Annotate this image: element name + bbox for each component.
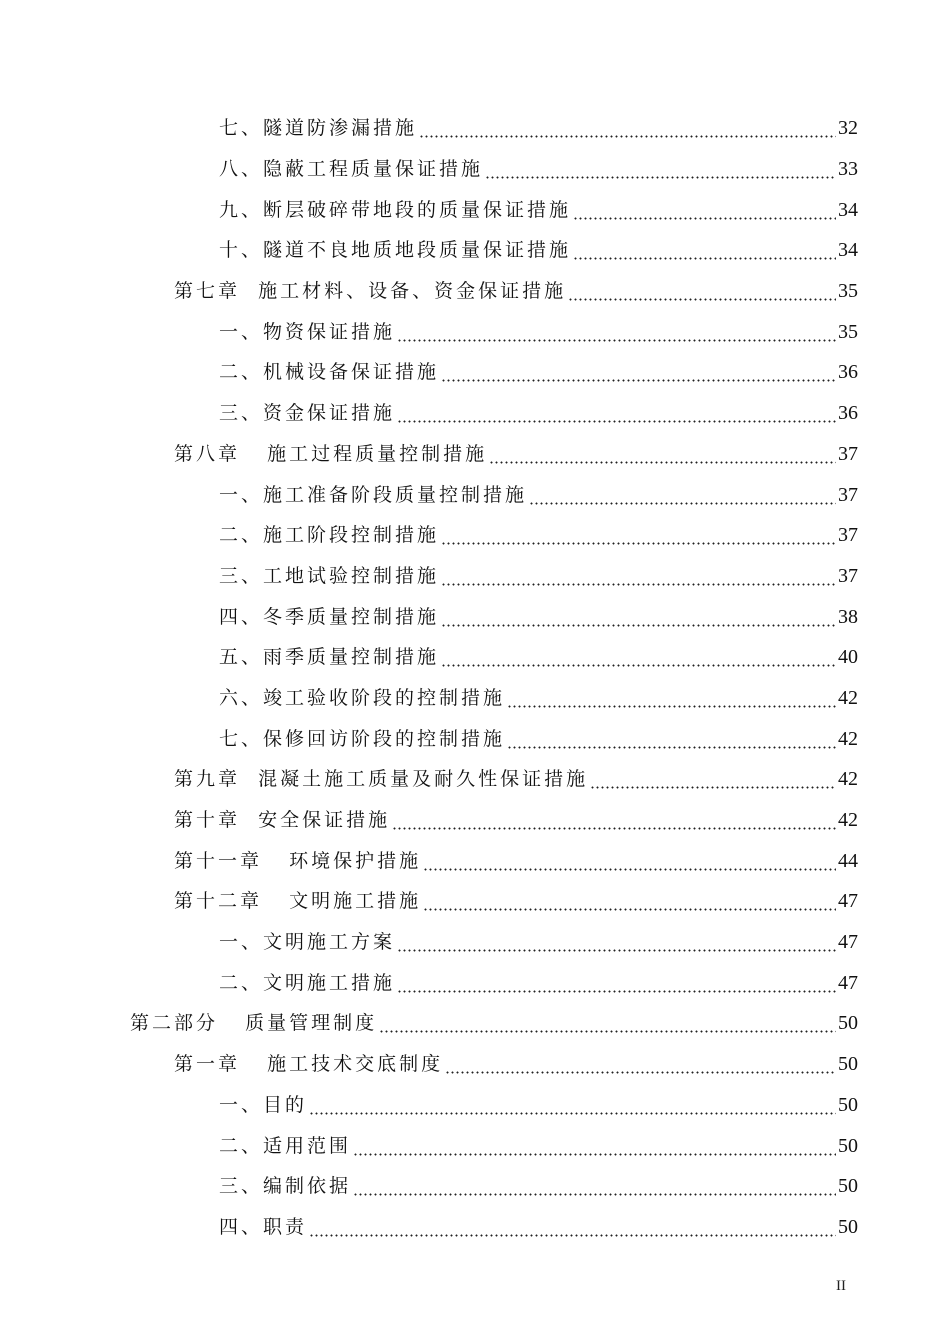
toc-entry-page: 34 [838, 239, 858, 262]
toc-entry[interactable] [0, 434, 950, 475]
toc-dot-leader [423, 890, 836, 912]
toc-dot-leader [397, 931, 836, 953]
toc-entry-title: 一、文明施工方案 [219, 931, 396, 954]
toc-entry[interactable] [0, 311, 950, 352]
toc-dot-leader [419, 117, 836, 139]
toc-entry[interactable] [0, 962, 950, 1003]
toc-dot-leader [485, 158, 836, 180]
toc-entry[interactable] [0, 1044, 950, 1085]
toc-dot-leader [397, 321, 836, 343]
toc-entry-title: 七、保修回访阶段的控制措施 [219, 727, 506, 750]
toc-entry-title: 二、机械设备保证措施 [219, 361, 440, 384]
toc-entry-title: 第七章 施工材料、设备、资金保证措施 [174, 280, 567, 303]
toc-dot-leader [423, 850, 836, 872]
toc-entry-title: 第十一章 环境保护措施 [174, 849, 422, 872]
toc-entry-title: 一、目的 [219, 1093, 308, 1116]
toc-entry[interactable] [0, 1125, 950, 1166]
toc-dot-leader [489, 443, 836, 465]
toc-entry-page: 32 [838, 117, 858, 140]
toc-entry[interactable] [0, 759, 950, 800]
toc-entry[interactable] [0, 515, 950, 556]
toc-entry-page: 42 [838, 686, 858, 709]
toc-dot-leader [441, 361, 836, 383]
toc-entry-page: 50 [838, 1175, 858, 1198]
toc-entry-title: 七、隧道防渗漏措施 [219, 117, 418, 140]
toc-dot-leader [397, 402, 836, 424]
toc-entry[interactable] [0, 1085, 950, 1126]
toc-dot-leader [392, 809, 836, 831]
toc-dot-leader [309, 1216, 836, 1238]
toc-entry-title: 第九章 混凝土施工质量及耐久性保证措施 [174, 768, 589, 791]
toc-entry[interactable] [0, 840, 950, 881]
toc-entry-title: 二、文明施工措施 [219, 971, 396, 994]
toc-entry[interactable] [0, 1207, 950, 1248]
toc-entry[interactable] [0, 352, 950, 393]
toc-entry-title: 四、冬季质量控制措施 [219, 605, 440, 628]
toc-entry-page: 47 [838, 931, 858, 954]
toc-dot-leader [353, 1135, 836, 1157]
toc-entry[interactable] [0, 678, 950, 719]
toc-entry-title: 第二部分 质量管理制度 [130, 1012, 378, 1035]
toc-entry-page: 42 [838, 768, 858, 791]
toc-entry[interactable] [0, 1003, 950, 1044]
toc-entry-page: 50 [838, 1215, 858, 1238]
toc-entry-title: 二、施工阶段控制措施 [219, 524, 440, 547]
toc-dot-leader [441, 606, 836, 628]
toc-entry-page: 34 [838, 198, 858, 221]
page-number: II [836, 1278, 846, 1294]
toc-entry-page: 35 [838, 280, 858, 303]
toc-entry-title: 第十二章 文明施工措施 [174, 890, 422, 913]
toc-entry[interactable] [0, 556, 950, 597]
toc-entry-page: 50 [838, 1093, 858, 1116]
toc-entry-page: 50 [838, 1053, 858, 1076]
toc-entry[interactable] [0, 718, 950, 759]
toc-dot-leader [379, 1012, 836, 1034]
toc-entry-title: 五、雨季质量控制措施 [219, 646, 440, 669]
toc-entry-page: 33 [838, 158, 858, 181]
toc-entry-page: 36 [838, 402, 858, 425]
toc-dot-leader [309, 1094, 836, 1116]
toc-entry-page: 37 [838, 483, 858, 506]
toc-entry[interactable] [0, 474, 950, 515]
toc-dot-leader [441, 565, 836, 587]
toc-entry-page: 42 [838, 727, 858, 750]
toc-entry-title: 一、施工准备阶段质量控制措施 [219, 483, 528, 506]
toc-entry-page: 40 [838, 646, 858, 669]
toc-entry[interactable] [0, 230, 950, 271]
toc-entry[interactable] [0, 800, 950, 841]
toc-entry-title: 第一章 施工技术交底制度 [174, 1053, 444, 1076]
toc-entry-title: 一、物资保证措施 [219, 320, 396, 343]
toc-entry-title: 三、资金保证措施 [219, 402, 396, 425]
toc-dot-leader [397, 972, 836, 994]
toc-entry[interactable] [0, 881, 950, 922]
toc-dot-leader [353, 1175, 836, 1197]
toc-entry-page: 36 [838, 361, 858, 384]
toc-entry-page: 50 [838, 1134, 858, 1157]
toc-entry-title: 二、适用范围 [219, 1134, 352, 1157]
toc-entry-page: 50 [838, 1012, 858, 1035]
toc-entry-page: 44 [838, 849, 858, 872]
toc-entry-title: 三、工地试验控制措施 [219, 564, 440, 587]
toc-entry-title: 九、断层破碎带地段的质量保证措施 [219, 198, 572, 221]
toc-dot-leader [568, 280, 836, 302]
toc-entry-title: 三、编制依据 [219, 1175, 352, 1198]
toc-dot-leader [529, 484, 836, 506]
toc-dot-leader [573, 199, 836, 221]
toc-entry-page: 38 [838, 605, 858, 628]
toc-entry[interactable] [0, 271, 950, 312]
toc-entry-page: 35 [838, 320, 858, 343]
toc-dot-leader [445, 1053, 836, 1075]
table-of-contents [0, 108, 950, 1247]
toc-entry-page: 37 [838, 442, 858, 465]
toc-dot-leader [441, 646, 836, 668]
toc-entry-page: 47 [838, 890, 858, 913]
toc-entry[interactable] [0, 637, 950, 678]
toc-dot-leader [573, 239, 836, 261]
toc-entry-title: 八、隐蔽工程质量保证措施 [219, 158, 484, 181]
toc-entry[interactable] [0, 393, 950, 434]
toc-entry-page: 42 [838, 809, 858, 832]
toc-entry-title: 第十章 安全保证措施 [174, 809, 391, 832]
toc-entry[interactable] [0, 189, 950, 230]
toc-entry-title: 第八章 施工过程质量控制措施 [174, 442, 488, 465]
toc-entry[interactable] [0, 596, 950, 637]
toc-entry-page: 37 [838, 564, 858, 587]
toc-entry[interactable] [0, 108, 950, 149]
toc-entry[interactable] [0, 149, 950, 190]
toc-entry-title: 六、竣工验收阶段的控制措施 [219, 686, 506, 709]
toc-dot-leader [507, 687, 836, 709]
toc-dot-leader [590, 768, 836, 790]
toc-entry-page: 47 [838, 971, 858, 994]
toc-entry[interactable] [0, 922, 950, 963]
toc-entry-title: 四、职责 [219, 1215, 308, 1238]
toc-entry-page: 37 [838, 524, 858, 547]
toc-dot-leader [507, 728, 836, 750]
toc-entry[interactable] [0, 1166, 950, 1207]
toc-dot-leader [441, 524, 836, 546]
toc-entry-title: 十、隧道不良地质地段质量保证措施 [219, 239, 572, 262]
